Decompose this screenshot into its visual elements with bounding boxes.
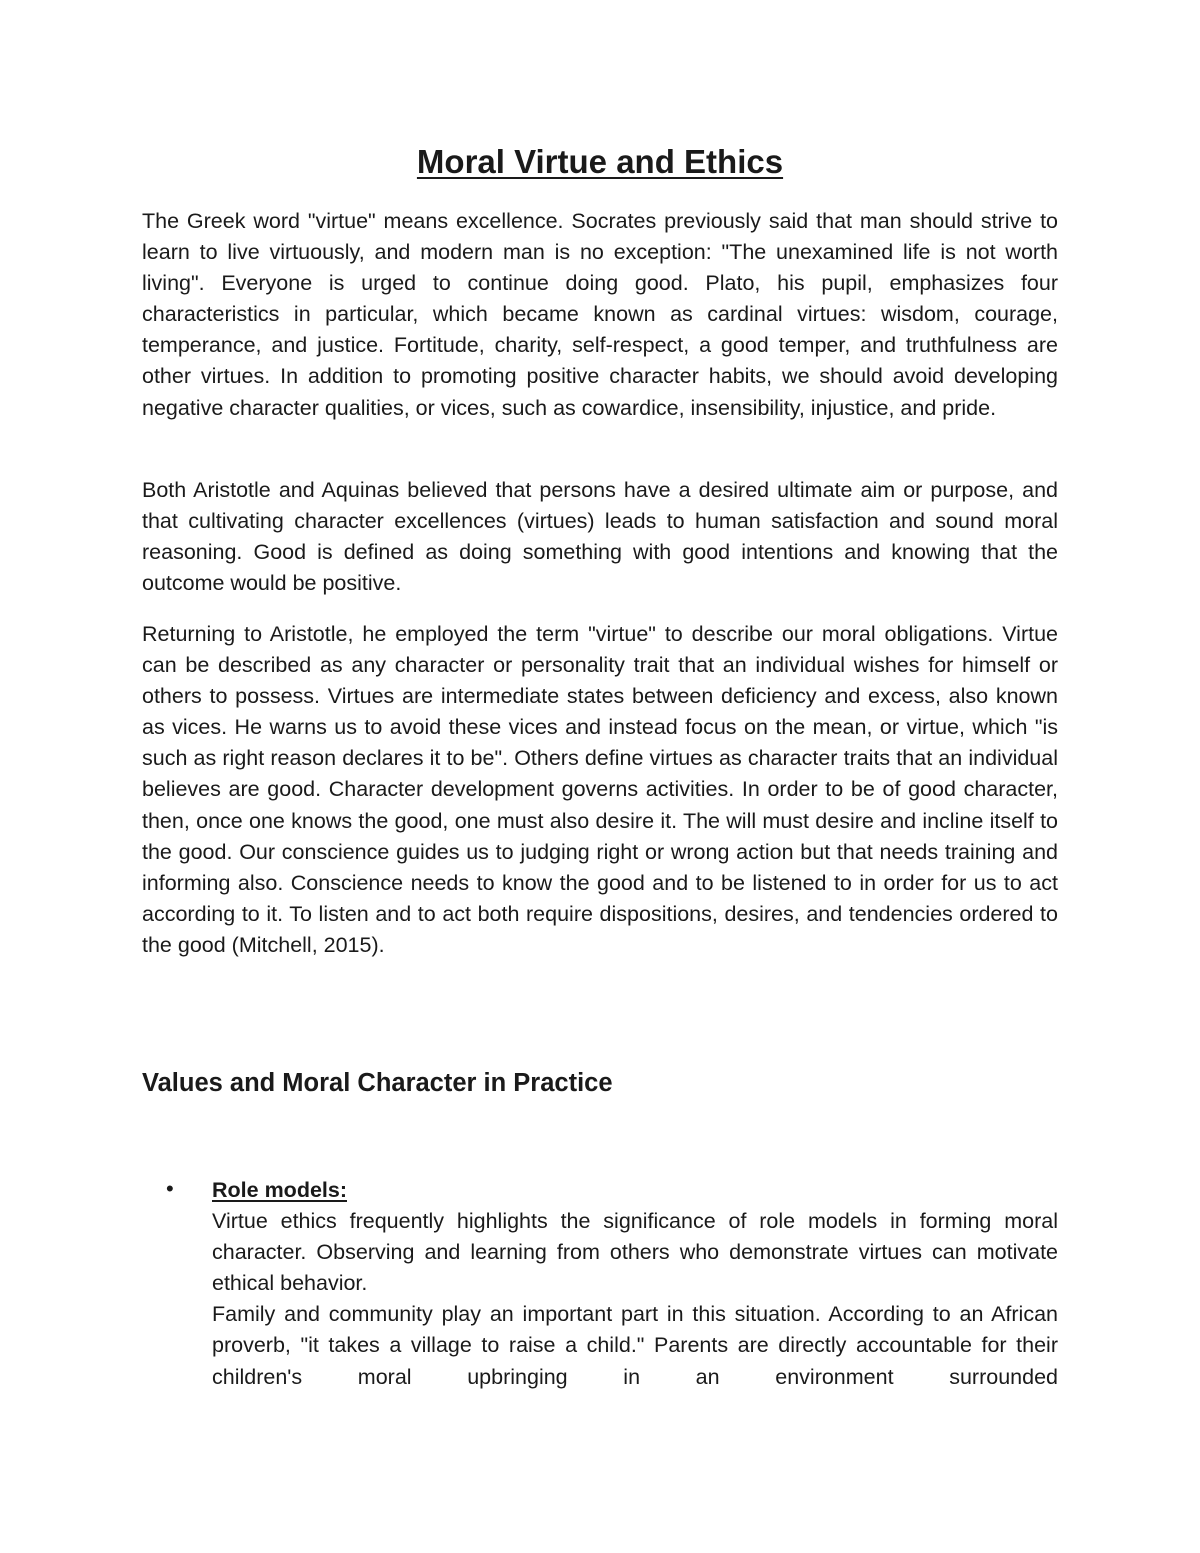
paragraph-virtue-greek: The Greek word "virtue" means excellence. Socrates previously said that man should strive to learn to live virtuously, and modern man is no exception: "The unexamined life is not worth living". Everyone is urged to continue doing good. Plato, his pupil, emphasizes four characteristics in particular, which became known as cardinal virtues: wisdom, courage, temperance, and justice. Fortitude, charity, self-respect, a good temper, and truthfulness are other virtues. In addition to promoting positive character habits, we should avoid developing negative character qualities, or vices, such as cowardice, insensibility, injustice, and pride. (142, 209, 1058, 420)
list-item-label: Role models: (212, 1178, 347, 1202)
list-item-text-continued: Family and community play an important part in this situation. According to an African proverb, "it takes a village to raise a child." Parents are directly accountable for their children's moral upbringing in an environment surrounded (212, 1302, 1058, 1389)
bullet-icon: • (166, 1176, 174, 1201)
document-title: Moral Virtue and Ethics (416, 143, 784, 180)
paragraph-aristotle-aquinas: Both Aristotle and Aquinas believed that persons have a desired ultimate aim or purpose, and that cultivating character excellences (virtues) leads to human satisfaction and sound moral reasoning. Good is defined as doing something with good intentions and knowing that the outcome would be positive. (142, 478, 1058, 596)
list-item (212, 1175, 1058, 1393)
list-item-text: Virtue ethics frequently highlights the significance of role models in forming moral character. Observing and learning from others who demonstrate virtues can motivate ethical behavior. (212, 1209, 1058, 1296)
section-heading: Values and Moral Character in Practice (142, 1069, 613, 1097)
paragraph-aristotle-virtue: Returning to Aristotle, he employed the term "virtue" to describe our moral obligations. Virtue can be described as any character or personality trait that an individual wishes for himself or others to possess. Virtues are intermediate states between deficiency and excess, also known as vices. He warns us to avoid these vices and instead focus on the mean, or virtue, which "is such as right reason declares it to be". Others define virtues as character traits that an individual believes are good. Character development governs activities. In order to be of good character, then, once one knows the good, one must also desire it. The will must desire and incline itself to the good. Our conscience guides us to judging right or wrong action but that needs training and informing also. Conscience needs to know the good and to be listened to in order for us to act according to it. To listen and to act both require dispositions, desires, and tendencies ordered to the good (Mitchell, 2015). (142, 622, 1058, 957)
